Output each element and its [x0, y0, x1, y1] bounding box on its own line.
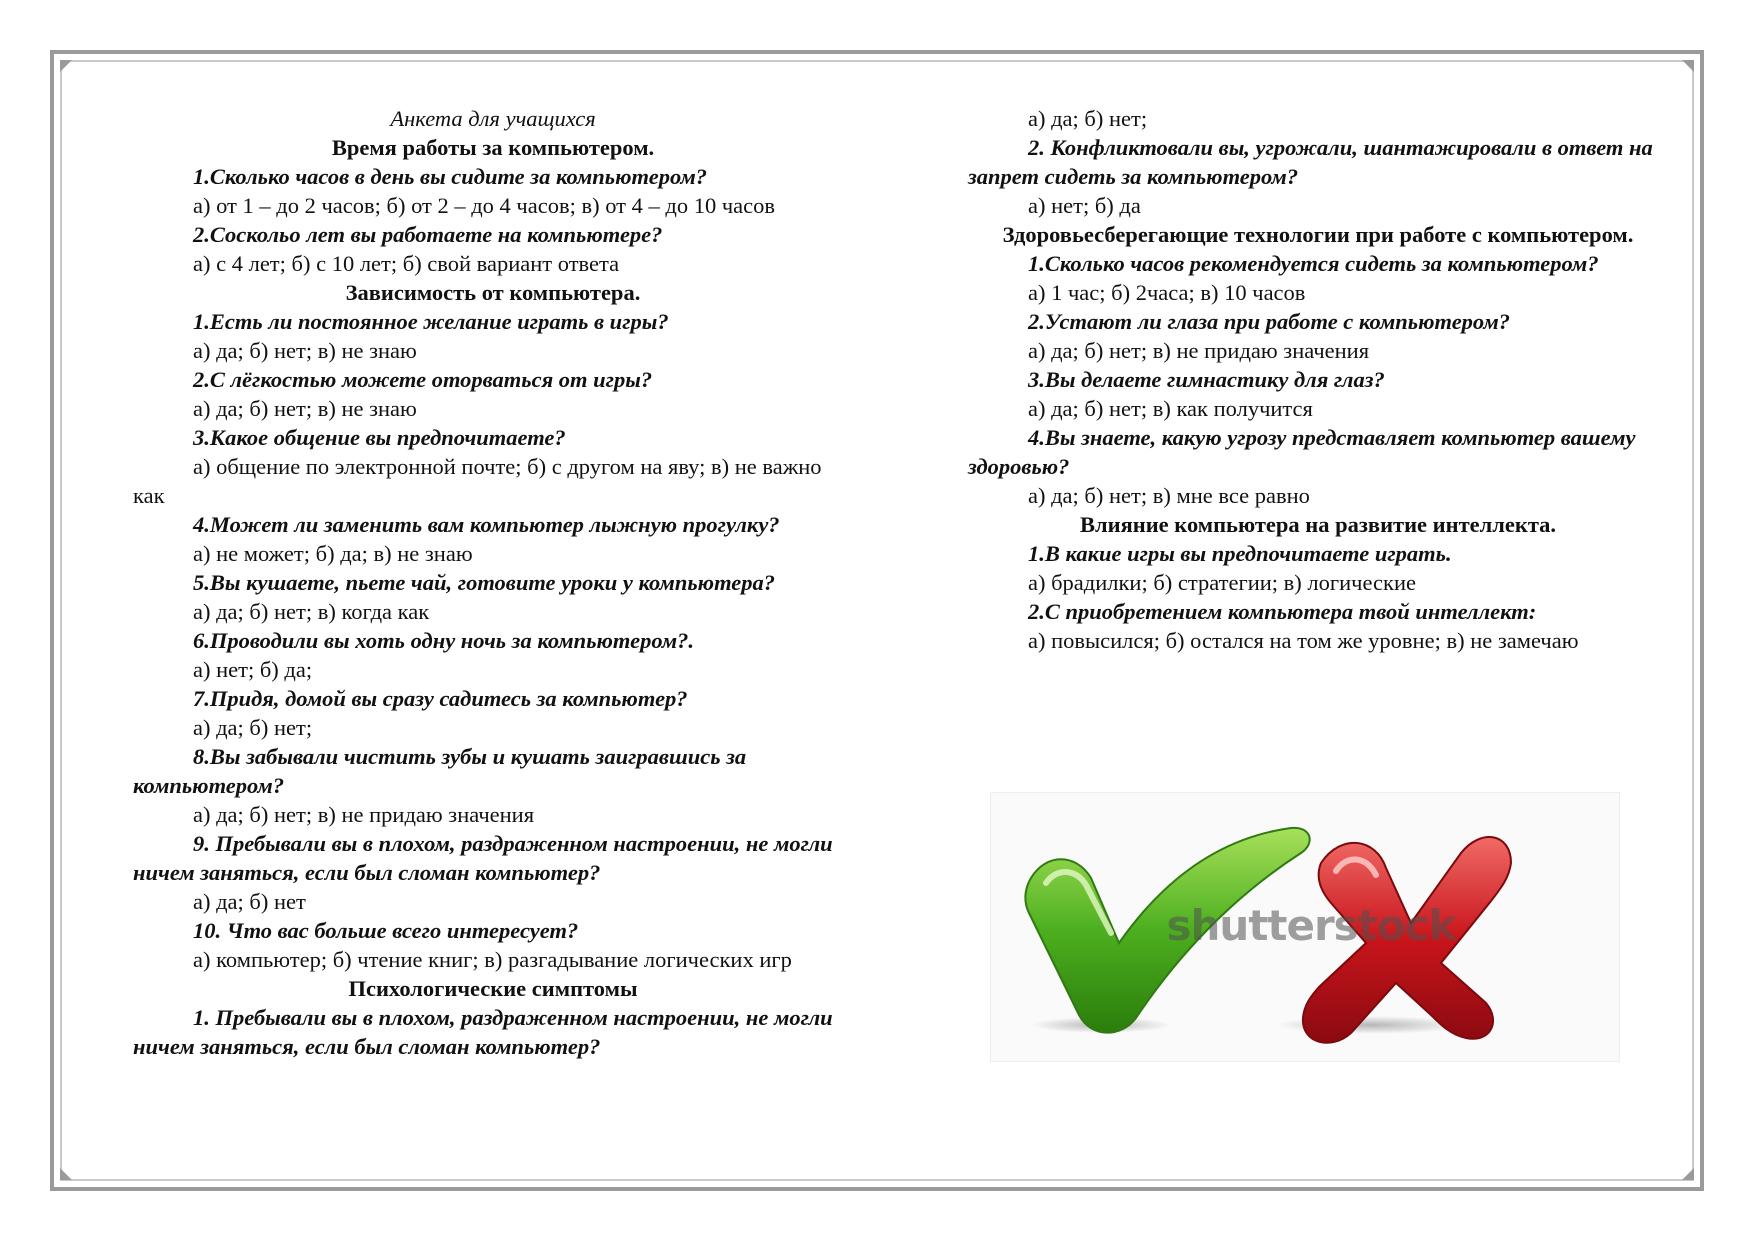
corner-ornament	[1682, 60, 1694, 72]
left-column	[133, 104, 853, 1061]
answer-options: а) общение по электронной почте; б) с другом на яву; в) не важно как	[133, 454, 822, 508]
answer-options: а) да; б) нет; в) не придаю значения	[1028, 338, 1370, 363]
question: 4.Вы знаете, какую угрозу представляет компьютер вашему здоровью?	[968, 425, 1636, 479]
answer-options: а) да; б) нет; в) как получится	[1028, 396, 1313, 421]
question: 10. Что вас больше всего интересует?	[193, 918, 579, 943]
answer-options: а) не может; б) да; в) не знаю	[193, 541, 473, 566]
corner-ornament	[60, 1168, 72, 1180]
question: 3.Вы делаете гимнастику для глаз?	[1028, 367, 1385, 392]
answer-options: а) да; б) нет; в) мне все равно	[1028, 483, 1310, 508]
answer-options: а) нет; б) да	[1028, 193, 1141, 218]
answer-options: а) да; б) нет;	[193, 715, 313, 740]
answer-options: а) нет; б) да;	[193, 657, 313, 682]
section-heading: Здоровьесберегающие технологии при работе с компьютером.	[1002, 222, 1634, 247]
answer-options: а) 1 час; б) 2часа; в) 10 часов	[1028, 280, 1306, 305]
question: 7.Придя, домой вы сразу садитесь за компьютер?	[193, 686, 688, 711]
watermark: shutterstock	[1166, 901, 1456, 950]
answer-options: а) да; б) нет; в) не знаю	[193, 396, 417, 421]
answer-options: а) да; б) нет; в) когда как	[193, 599, 430, 624]
answer-options: а) да; б) нет; в) не придаю значения	[193, 802, 535, 827]
right-column	[968, 104, 1668, 655]
answer-options: а) компьютер; б) чтение книг; в) разгадывание логических игр	[193, 947, 792, 972]
question: 5.Вы кушаете, пьете чай, готовите уроки у компьютера?	[193, 570, 776, 595]
section-heading: Зависимость от компьютера.	[345, 280, 641, 305]
section-heading: Время работы за компьютером.	[331, 135, 655, 160]
question: 2.Устают ли глаза при работе с компьютером?	[1028, 309, 1510, 334]
question: 1.Сколько часов в день вы сидите за компьютером?	[193, 164, 708, 189]
question: 3.Какое общение вы предпочитаете?	[193, 425, 566, 450]
question: 8.Вы забывали чистить зубы и кушать заигравшись за компьютером?	[133, 744, 747, 798]
question: 1.В какие игры вы предпочитаете играть.	[1028, 541, 1452, 566]
question: 2.С лёгкостью можете оторваться от игры?	[193, 367, 653, 392]
answer-options: а) да; б) нет;	[1028, 106, 1148, 131]
answer-options: а) да; б) нет	[193, 889, 306, 914]
question: 1. Пребывали вы в плохом, раздраженном настроении, не могли ничем заняться, если был сломан компьютер?	[133, 1005, 833, 1059]
corner-ornament	[60, 60, 72, 72]
answer-options: а) с 4 лет; б) с 10 лет; б) свой вариант ответа	[193, 251, 620, 276]
answer-options: а) от 1 – до 2 часов; б) от 2 – до 4 часов; в) от 4 – до 10 часов	[193, 193, 775, 218]
section-heading: Психологические симптомы	[348, 976, 638, 1001]
section-heading: Влияние компьютера на развитие интеллекта.	[1079, 512, 1557, 537]
question: 1.Сколько часов рекомендуется сидеть за компьютером?	[1028, 251, 1599, 276]
answer-options: а) да; б) нет; в) не знаю	[193, 338, 417, 363]
question: 1.Есть ли постоянное желание играть в игры?	[193, 309, 669, 334]
question: 2.С приобретением компьютера твой интеллект:	[1028, 599, 1537, 624]
answer-options: а) повысился; б) остался на том же уровне; в) не замечаю	[1028, 628, 1579, 653]
document-title: Анкета для учащихся	[390, 106, 596, 131]
answer-options: а) брадилки; б) стратегии; в) логические	[1028, 570, 1416, 595]
question: 4.Может ли заменить вам компьютер лыжную прогулку?	[193, 512, 780, 537]
question: 9. Пребывали вы в плохом, раздраженном настроении, не могли ничем заняться, если был сломан компьютер?	[133, 831, 833, 885]
question: 6.Проводили вы хоть одну ночь за компьютером?.	[193, 628, 695, 653]
question: 2.Соскольо лет вы работаете на компьютере?	[193, 222, 663, 247]
corner-ornament	[1682, 1168, 1694, 1180]
question: 2. Конфликтовали вы, угрожали, шантажировали в ответ на запрет сидеть за компьютером?	[968, 135, 1653, 189]
check-cross-image	[990, 792, 1620, 1062]
